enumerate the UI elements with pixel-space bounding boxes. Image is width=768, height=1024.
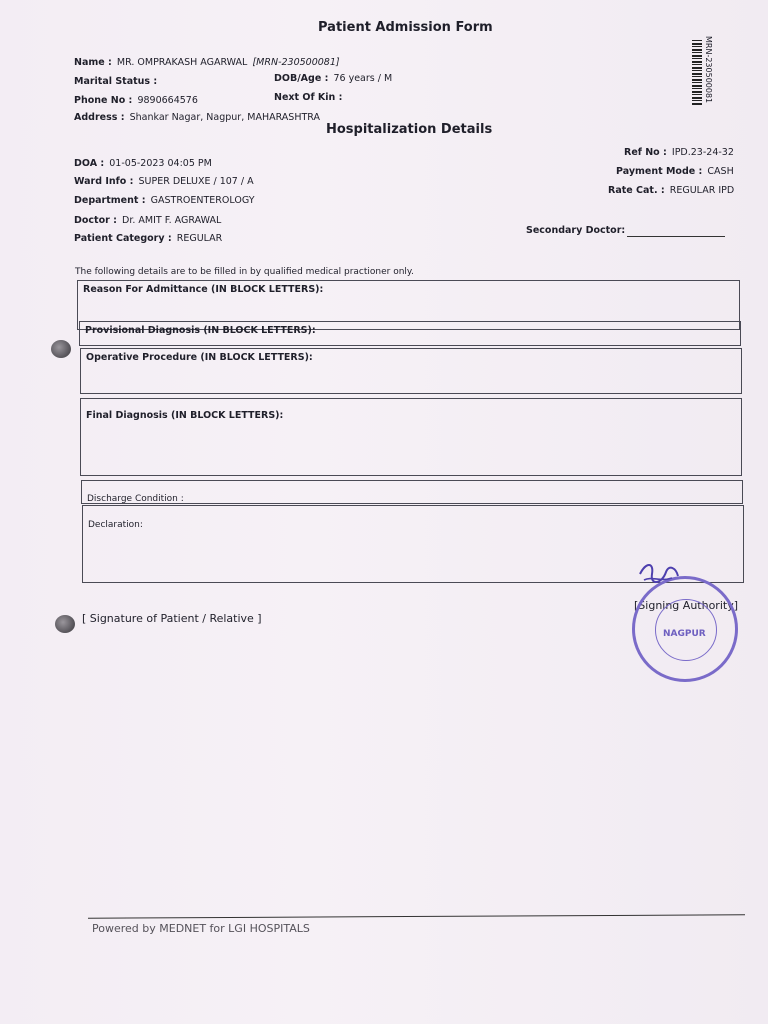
dob-row [274,66,392,85]
operative-label: Operative Procedure (IN BLOCK LETTERS): [86,352,313,363]
marital-label: Marital Status : [74,76,158,87]
dob-value: 76 years / M [333,73,393,84]
kin-row [274,85,342,104]
doctor-label: Doctor : [74,215,117,226]
doa-row [74,151,212,170]
reason-label: Reason For Admittance (IN BLOCK LETTERS): [83,284,324,295]
rate-row [608,178,734,197]
doctor-row [74,208,221,227]
doctor-value: Dr. AMIT F. AGRAWAL [122,215,222,226]
ref-row [624,140,734,159]
phone-label: Phone No : [74,95,133,106]
payment-value: CASH [707,166,734,177]
payment-label: Payment Mode : [616,166,703,177]
secondary-doctor-line [627,236,725,237]
ref-value: IPD.23-24-32 [671,147,734,158]
dob-label: DOB/Age : [274,73,329,84]
kin-label: Next Of Kin : [274,92,343,103]
address-row [74,105,320,124]
declaration-label: Declaration: [88,520,143,530]
category-label: Patient Category : [74,233,172,244]
mrn-value: [MRN-230500081] [252,57,340,68]
address-value: Shankar Nagar, Nagpur, MAHARASHTRA [129,112,320,123]
footer-rule [88,914,745,918]
ward-value: SUPER DELUXE / 107 / A [138,176,254,187]
provisional-label: Provisional Diagnosis (IN BLOCK LETTERS): [85,325,316,336]
department-value: GASTROENTEROLOGY [150,195,255,206]
name-value: MR. OMPRAKASH AGARWAL [116,57,248,68]
hospitalization-title: Hospitalization Details [326,122,493,137]
stamp-city: NAGPUR [663,629,706,639]
category-value: REGULAR [176,233,223,244]
barcode-image [692,40,702,106]
provisional-box[interactable] [79,321,741,346]
final-diagnosis-label: Final Diagnosis (IN BLOCK LETTERS): [86,410,284,421]
department-label: Department : [74,195,146,206]
ward-label: Ward Info : [74,176,134,187]
department-row [74,188,255,207]
footer-text: Powered by MEDNET for LGI HOSPITALS [92,922,310,935]
doa-value: 01-05-2023 04:05 PM [109,158,212,169]
marital-row [74,69,157,88]
doa-label: DOA : [74,158,105,169]
punch-hole-icon [51,340,71,358]
secondary-doctor-label: Secondary Doctor: [526,225,626,236]
authority-signature-label: [Signing Authority] [634,599,738,612]
form-title: Patient Admission Form [318,20,493,35]
operative-box[interactable] [80,348,742,394]
secondary-doctor-row [526,218,725,237]
discharge-box[interactable] [81,480,743,504]
category-row [74,226,222,245]
signature-scribble-icon [636,560,684,596]
patient-signature-label: [ Signature of Patient / Relative ] [82,612,262,625]
final-diagnosis-box[interactable] [80,398,742,476]
name-label: Name : [74,57,112,68]
punch-hole-icon [55,615,75,633]
instruction-text: The following details are to be filled in by qualified medical practioner only. [75,267,414,277]
barcode-text: MRN-230500081 [704,36,713,104]
phone-value: 9890664576 [137,95,198,106]
payment-row [616,159,734,178]
rate-label: Rate Cat. : [608,185,665,196]
discharge-label: Discharge Condition : [87,494,184,504]
ward-row [74,169,254,188]
ref-label: Ref No : [624,147,667,158]
address-label: Address : [74,112,125,123]
rate-value: REGULAR IPD [669,185,735,196]
